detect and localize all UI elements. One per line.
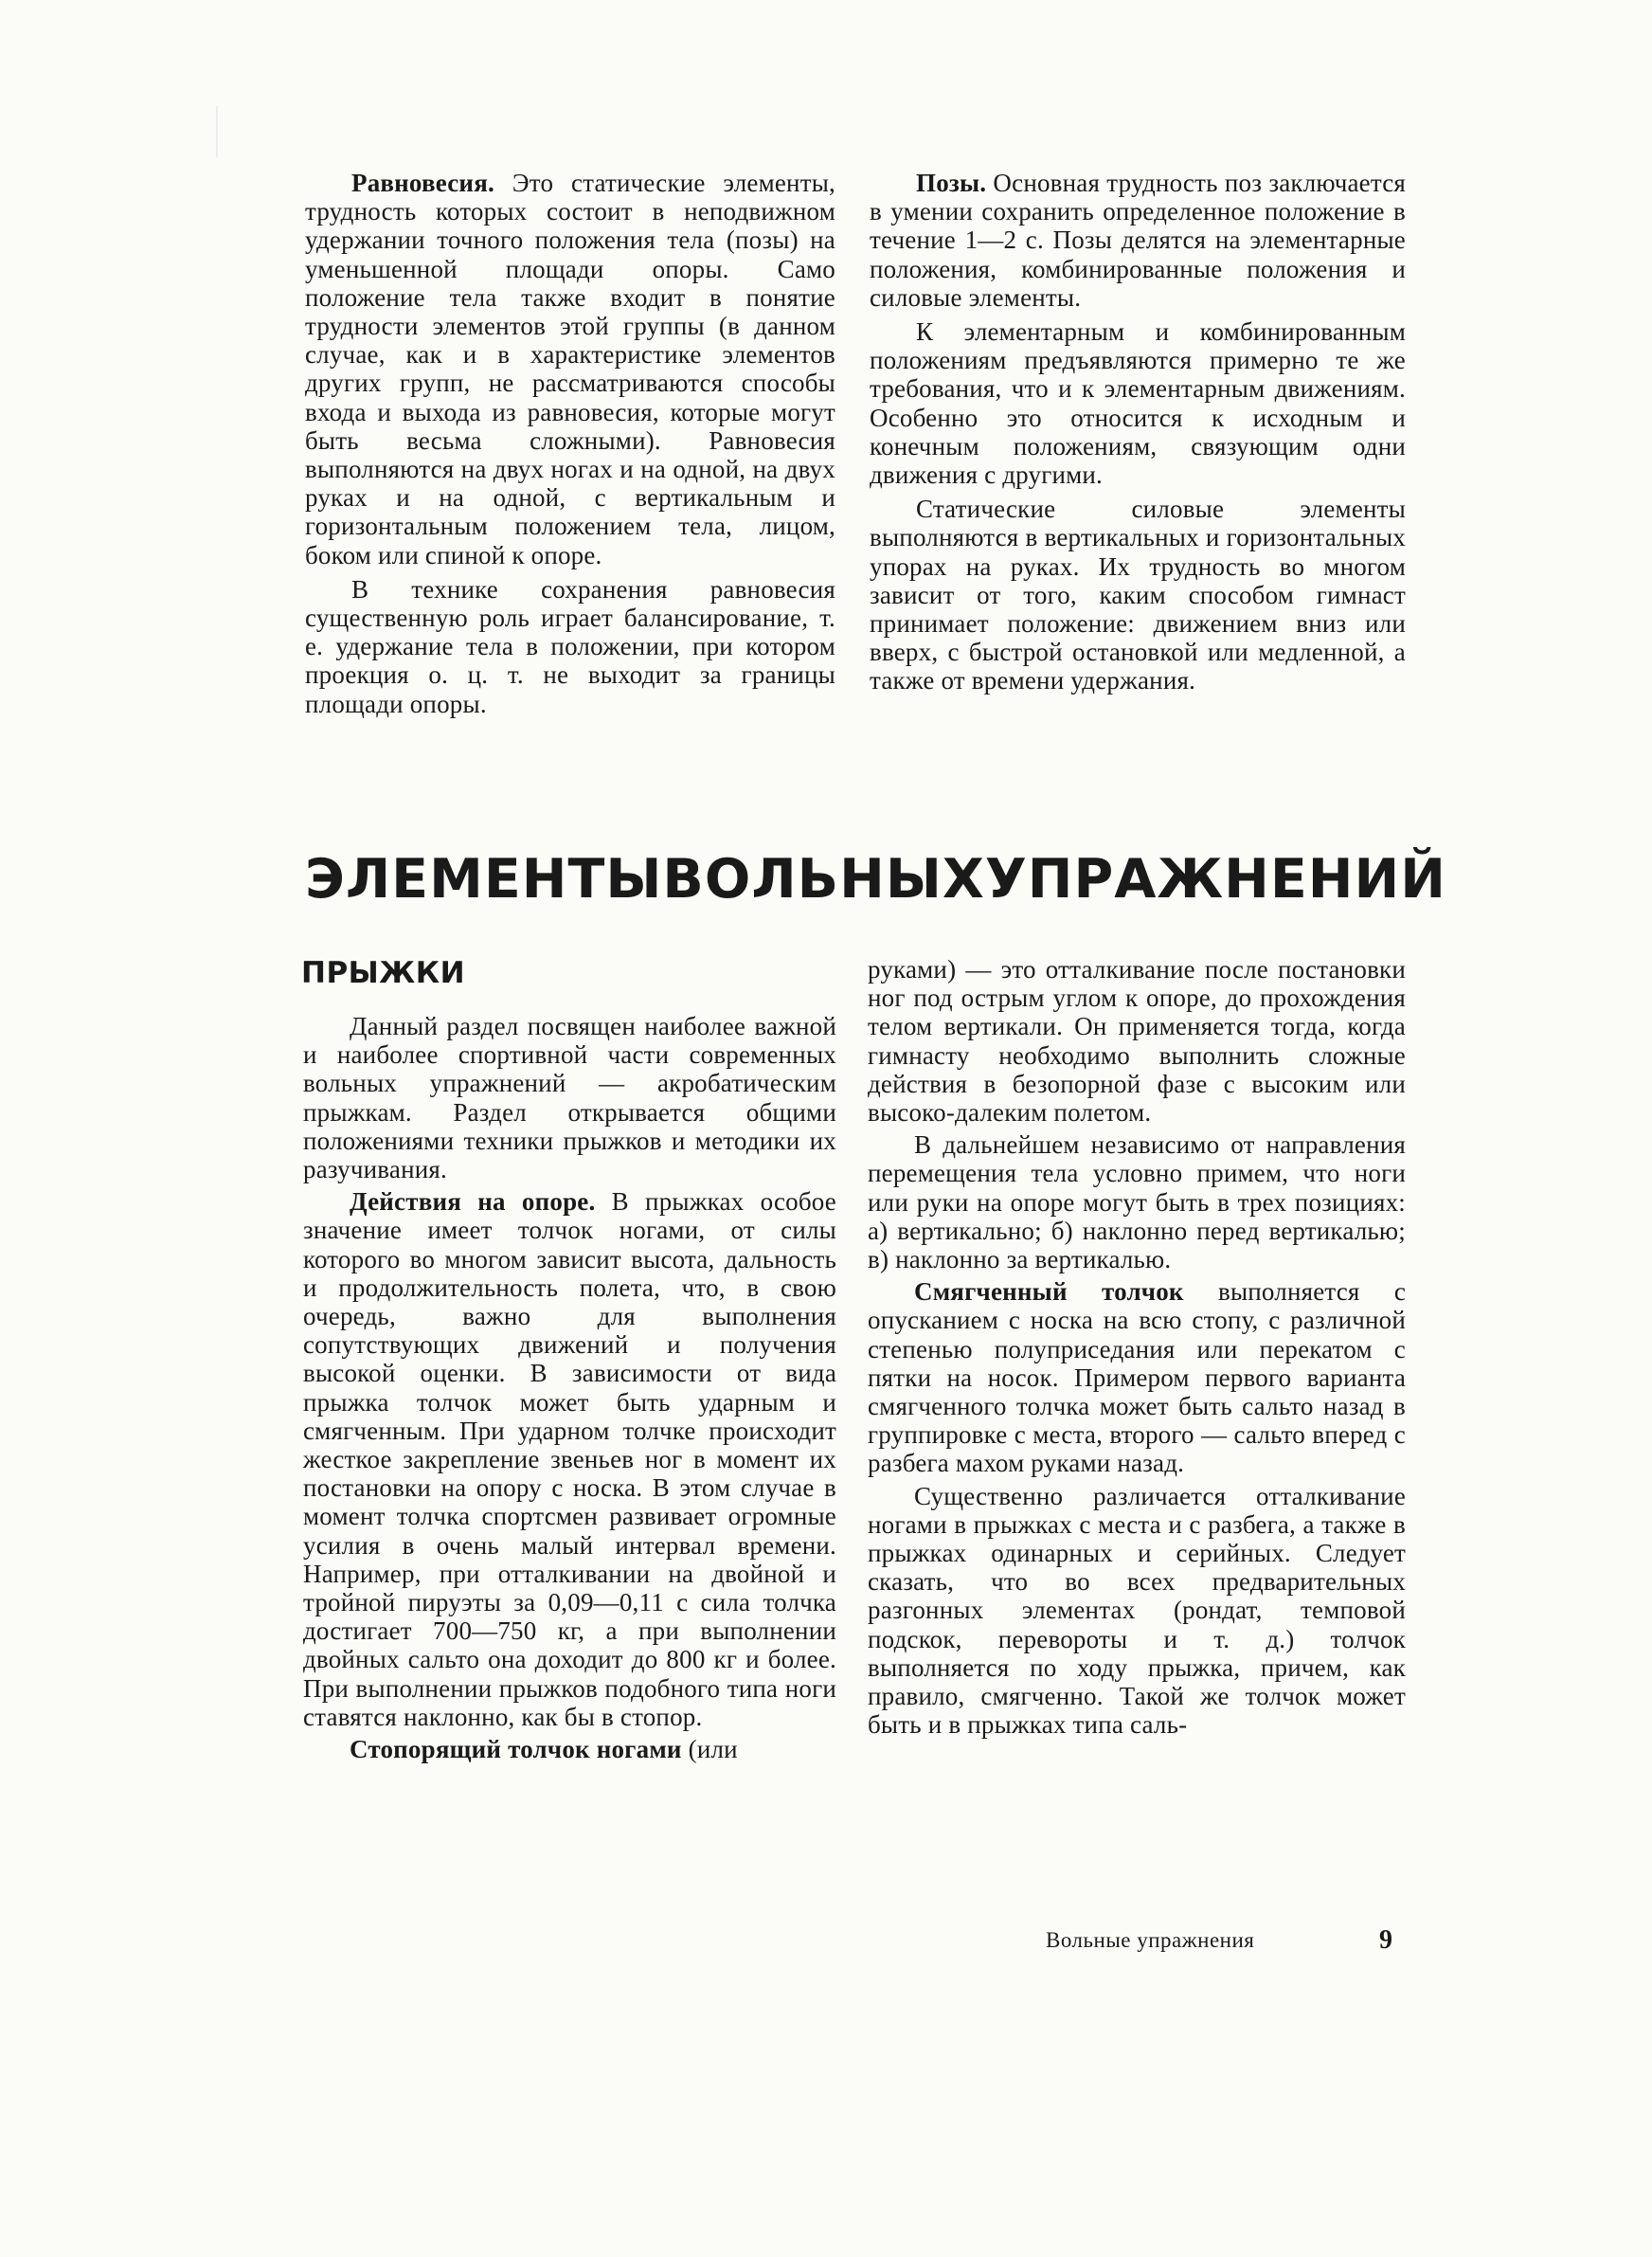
paragraph-text: Существенно различается отталкивание ногами в прыжках с места и с разбега, а также в прыжках одинарных и серийных. Следует сказать, что во всех предварительных разгонных элементах (рондат, темповой подскок, перевороты и т. д.) толчок выполняется по ходу прыжка, причем, как правило, смягченно. Такой же толчок может быть и в прыжках типа саль- (868, 1481, 1406, 1740)
paragraph-lead: Равновесия. (351, 169, 494, 197)
paragraph-text: В технике сохранения равновесия существенную роль играет балансирование, т. е. удержание тела в положении, при котором проекция о. ц. т. не выходит за границы площади опоры. (305, 574, 835, 718)
paragraph (868, 1482, 1406, 1740)
paragraph (870, 317, 1406, 489)
scan-artifact (216, 106, 218, 157)
paragraph-text: К элементарным и комбинированным положениям предъявляются примерно те же требования, что и к элементарным движениям. Особенно это относится к исходным и конечным положениям, связующим одни движения с другими. (870, 317, 1406, 490)
paragraph-lead: Стопорящий толчок ногами (350, 1735, 682, 1764)
paragraph-text: В прыжках особое значение имеет толчок ногами, от силы которого во многом зависит высота, дальность и продолжительность полета, что, в свою очередь, важно для выполнения сопутствующих движений и получения высокой оценки. В зависимости от вида прыжка толчок может быть ударным и смягченным. При ударном толчке происходит жесткое закрепление звеньев ног в момент их постановки на опору с носка. В этом случае в момент толчка спортсмен развивает огромные усилия в очень малый интервал времени. Например, при отталкивании на двойной и тройной пируэты за 0,09—0,11 с сила толчка достигает 700—750 кг, а при выполнении двойных сальто она доходит до 800 кг и более. При выполнении прыжков подобного типа ноги ставятся наклонно, как бы в стопор. (303, 1187, 836, 1731)
paragraph (868, 955, 1406, 1127)
paragraph (868, 1130, 1406, 1273)
paragraph-text: В дальнейшем независимо от направления перемещения тела условно примем, что ноги или руки на опоре могут быть в трех позициях: а) вертикально; б) наклонно перед вертикалью; в) наклонно за вертикалью. (868, 1130, 1406, 1274)
section-title-word: ЭЛЕМЕНТЫ (305, 848, 663, 911)
paragraph-lead: Действия на опоре. (350, 1187, 596, 1217)
paragraph-text: Статические силовые элементы выполняются в вертикальных и горизонтальных упорах на руках. Их трудность во многом зависит от того, каким способом гимнаст принимает положение: движением вниз или вверх, с быстрой остановкой или медленной, а также от времени удержания. (870, 495, 1406, 695)
column-bottom-left (303, 1012, 836, 1763)
paragraph (868, 1277, 1406, 1477)
section-title-word: УПРАЖНЕНИЙ (984, 848, 1446, 911)
paragraph (303, 1012, 836, 1183)
column-bottom-right (868, 955, 1406, 1739)
column-top-right (870, 169, 1406, 695)
running-footer: Вольные упражнения (1046, 1928, 1255, 1952)
paragraph (305, 169, 835, 569)
paragraph (870, 495, 1406, 695)
section-title-word: ВОЛЬНЫХ (662, 848, 985, 911)
paragraph-lead: Смягченный толчок (914, 1277, 1184, 1307)
page-number: 9 (1379, 1925, 1392, 1955)
paragraph-text: Это статические элементы, трудность которых состоит в неподвижном удержании точного положения тела (позы) на уменьшенной площади опоры. Само положение тела также входит в понятие трудности элементов этой группы (в данном случае, как и в характеристике элементов других групп, не рассматриваются способы входа и выхода из равновесия, которые могут быть весьма сложными). Равновесия выполняются на двух ногах и на одной, на двух руках и на одной, с вертикальным и горизонтальным положением тела, лицом, боком или спиной к опоре. (305, 169, 835, 569)
paragraph (303, 1187, 836, 1731)
paragraph-lead: Позы. (916, 169, 987, 197)
paragraph-text: (или (681, 1735, 738, 1764)
paragraph (303, 1735, 836, 1763)
paragraph-text: руками) — это отталкивание после постановки ног под острым углом к опоре, до прохождения телом вертикали. Он применяется тогда, когда гимнасту необходимо выполнить сложные действия в безопорной фазе с высоким или высоко-далеким полетом. (868, 955, 1406, 1128)
paragraph (305, 575, 835, 718)
paragraph (870, 169, 1406, 312)
paragraph-text: выполняется с опусканием с носка на всю стопу, с различной степенью полуприседания или перекатом с пятки на носок. Примером первого варианта смягченного толчка может быть сальто назад в группировке с места, второго — сальто вперед с разбега махом руками назад. (868, 1277, 1407, 1478)
paragraph-text: Данный раздел посвящен наиболее важной и наиболее спортивной части современных вольных упражнений — акробатическим прыжкам. Раздел открывается общими положениями техники прыжков и методики их разучивания. (303, 1012, 836, 1184)
paragraph-text: Основная трудность поз заключается в умении сохранить определенное положение в течение 1—2 с. Позы делятся на элементарные положения, комбинированные положения и силовые элементы. (870, 169, 1406, 312)
section-title (305, 848, 1446, 911)
subsection-title: ПРЫЖКИ (301, 956, 466, 990)
column-top-left (305, 169, 835, 718)
